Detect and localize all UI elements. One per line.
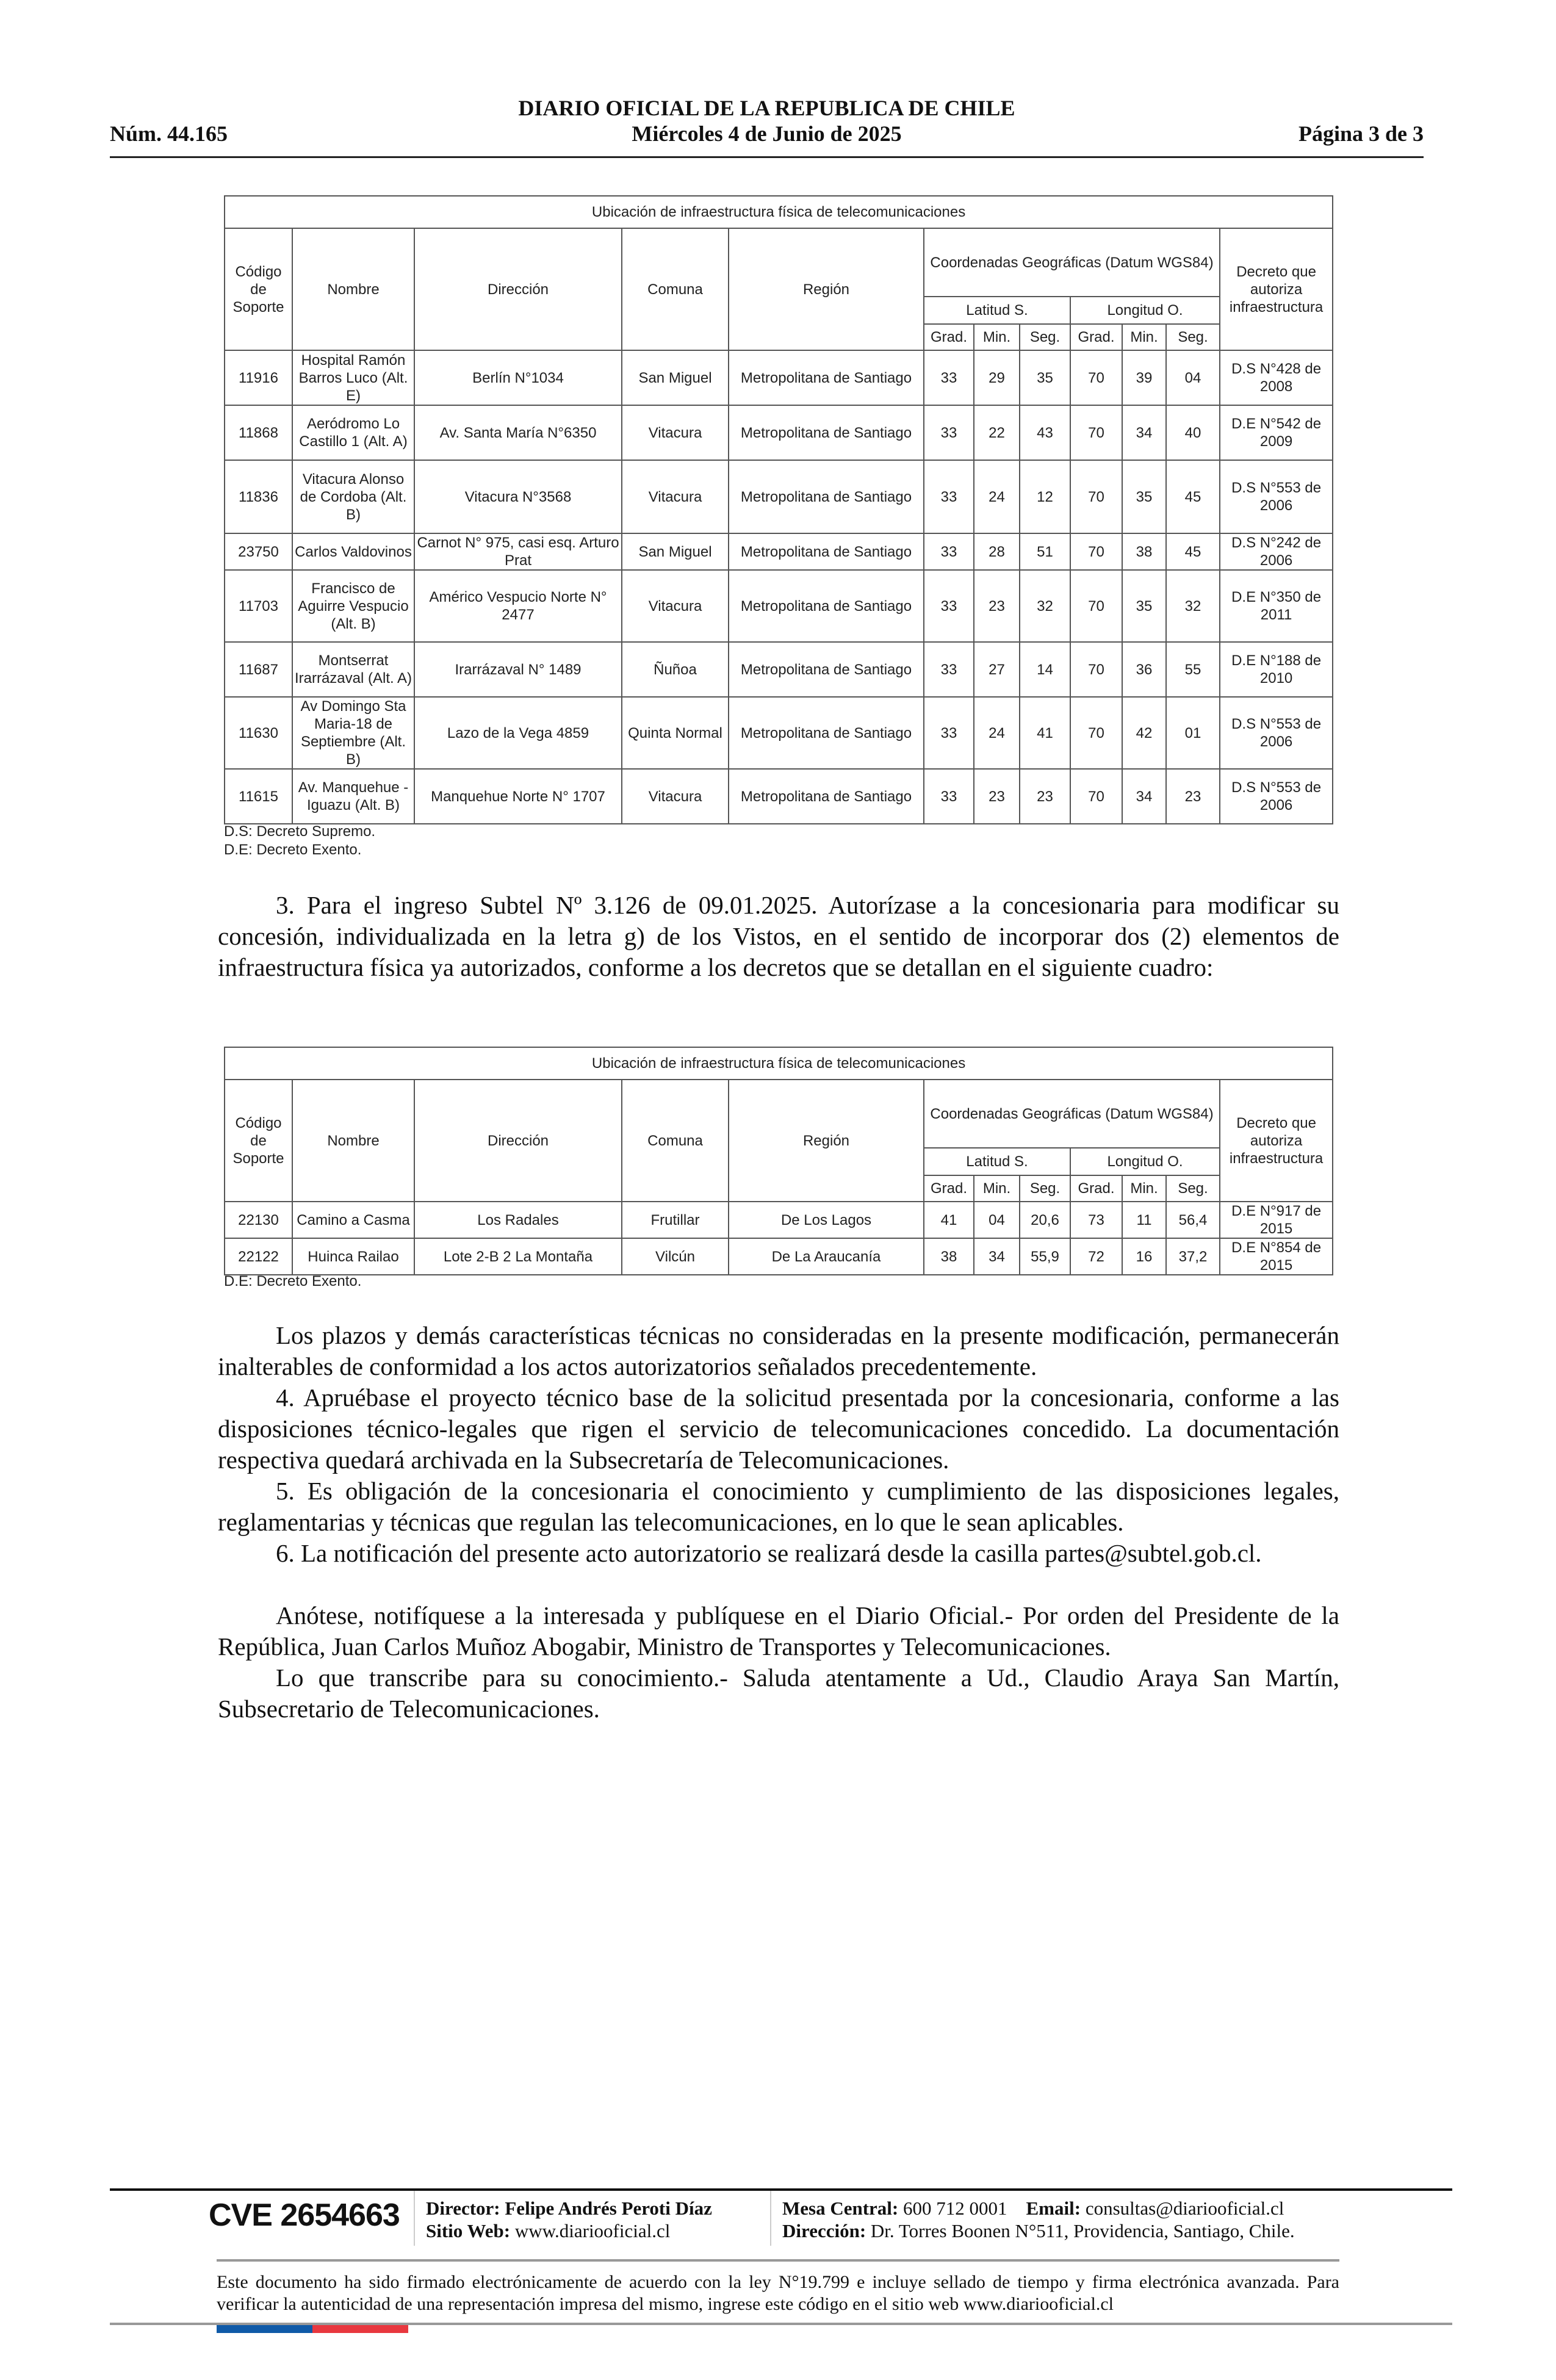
table-cell: 33 xyxy=(924,350,974,405)
table-cell: D.S N°553 de 2006 xyxy=(1220,460,1333,533)
table-cell: 45 xyxy=(1166,533,1220,570)
table-cell: 45 xyxy=(1166,460,1220,533)
email-label: Email: xyxy=(1026,2198,1081,2219)
table-cell: D.S N°553 de 2006 xyxy=(1220,769,1333,824)
table-cell: 11 xyxy=(1122,1202,1166,1238)
director-label: Director: xyxy=(426,2198,500,2219)
paragraph-text: 3. Para el ingreso Subtel Nº 3.126 de 09.01.2025. Autorízase a la concesionaria para modificar su concesión, individualizada en la letra g) de los Vistos, en el sentido de incorporar dos (2) elementos de infraestructura física ya autorizados, conforme a los decretos que se detallan en el siguiente cuadro: xyxy=(218,891,1339,981)
table-cell: 11615 xyxy=(225,769,292,824)
table-cell: 70 xyxy=(1070,533,1122,570)
email-link[interactable]: consultas@diariooficial.cl xyxy=(1085,2198,1284,2219)
table-cell: Los Radales xyxy=(414,1202,622,1238)
table-cell: 20,6 xyxy=(1020,1202,1070,1238)
table-cell: Vilcún xyxy=(622,1238,729,1275)
table-cell: 28 xyxy=(974,533,1020,570)
table-cell: 70 xyxy=(1070,350,1122,405)
table-row xyxy=(225,570,1333,642)
table-cell: 12 xyxy=(1020,460,1070,533)
footer-separator xyxy=(770,2191,771,2246)
header-coordenadas: Coordenadas Geográficas (Datum WGS84) xyxy=(924,1080,1220,1148)
page-number: Página 3 de 3 xyxy=(1298,121,1424,146)
table-cell: 35 xyxy=(1122,460,1166,533)
table-cell: 70 xyxy=(1070,405,1122,460)
footer-divider-gray xyxy=(217,2259,1339,2262)
mesa-label: Mesa Central: xyxy=(782,2198,899,2219)
table-cell: 38 xyxy=(1122,533,1166,570)
table-cell: 34 xyxy=(974,1238,1020,1275)
table-cell: Américo Vespucio Norte N° 2477 xyxy=(414,570,622,642)
header-seg: Seg. xyxy=(1166,1175,1220,1202)
address: Dr. Torres Boonen N°511, Providencia, Santiago, Chile. xyxy=(870,2220,1295,2241)
table-cell: 11630 xyxy=(225,697,292,769)
table-cell: 24 xyxy=(974,460,1020,533)
table-cell: 41 xyxy=(1020,697,1070,769)
table-cell: D.S N°242 de 2006 xyxy=(1220,533,1333,570)
table-cell: 23 xyxy=(974,570,1020,642)
paragraph-6: 6. La notificación del presente acto autorizatorio se realizará desde la casilla partes@subtel.gob.cl. xyxy=(276,1539,1262,1567)
table-cell: Irarrázaval N° 1489 xyxy=(414,642,622,697)
table-cell: 04 xyxy=(1166,350,1220,405)
web-link[interactable]: www.diariooficial.cl xyxy=(514,2220,671,2241)
table-cell: Vitacura xyxy=(622,405,729,460)
header-region: Región xyxy=(729,1080,924,1202)
paragraph-5: 5. Es obligación de la concesionaria el conocimiento y cumplimiento de las disposiciones legales, reglamentarias y técnicas que regulan las telecomunicaciones, en lo que le sean aplicables. xyxy=(218,1477,1339,1536)
table-cell: 35 xyxy=(1122,570,1166,642)
table-cell: Av. Santa María N°6350 xyxy=(414,405,622,460)
table-row xyxy=(225,405,1333,460)
header-seg: Seg. xyxy=(1020,324,1070,350)
table-cell: 33 xyxy=(924,697,974,769)
table-title-row xyxy=(225,1047,1333,1080)
table-cell: 42 xyxy=(1122,697,1166,769)
table-cell: D.E N°188 de 2010 xyxy=(1220,642,1333,697)
header-seg: Seg. xyxy=(1020,1175,1070,1202)
header-latitud: Latitud S. xyxy=(924,297,1070,324)
table-cell: Vitacura Alonso de Cordoba (Alt. B) xyxy=(292,460,414,533)
signature-notice: Este documento ha sido firmado electrónicamente de acuerdo con la ley N°19.799 e incluye sellado de tiempo y firma electrónica avanzada. Para verificar la autenticidad de una representación impresa del mismo, ingrese este código en el sitio web www.diariooficial.cl xyxy=(217,2272,1339,2314)
table-row xyxy=(225,769,1333,824)
header-codigo: Código de Soporte xyxy=(225,1080,292,1202)
table-cell: Metropolitana de Santiago xyxy=(729,405,924,460)
header-direccion: Dirección xyxy=(414,1080,622,1202)
paragraph-3 xyxy=(218,890,1339,983)
table-cell: 27 xyxy=(974,642,1020,697)
header-grad: Grad. xyxy=(1070,324,1122,350)
table-cell: Metropolitana de Santiago xyxy=(729,533,924,570)
header-latitud: Latitud S. xyxy=(924,1148,1070,1175)
header-grad: Grad. xyxy=(924,1175,974,1202)
table-cell: Huinca Railao xyxy=(292,1238,414,1275)
table-cell: Av. Manquehue - Iguazu (Alt. B) xyxy=(292,769,414,824)
table-row xyxy=(225,533,1333,570)
table-cell: Vitacura xyxy=(622,769,729,824)
table-cell: 14 xyxy=(1020,642,1070,697)
table-cell: Hospital Ramón Barros Luco (Alt. E) xyxy=(292,350,414,405)
table-cell: 23 xyxy=(974,769,1020,824)
table-cell: De Los Lagos xyxy=(729,1202,924,1238)
table-cell: Lote 2-B 2 La Montaña xyxy=(414,1238,622,1275)
table-cell: Carlos Valdovinos xyxy=(292,533,414,570)
body-paragraphs xyxy=(218,1320,1339,1725)
footer-contact-block xyxy=(782,2197,1295,2242)
table-cell: 23 xyxy=(1166,769,1220,824)
flag-stripe-red xyxy=(312,2325,408,2333)
newspaper-title: DIARIO OFICIAL DE LA REPUBLICA DE CHILE xyxy=(518,96,1015,120)
table-cell: 33 xyxy=(924,533,974,570)
table2-footnotes xyxy=(224,1272,361,1291)
table-cell: 32 xyxy=(1020,570,1070,642)
table-cell: Ñuñoa xyxy=(622,642,729,697)
table-cell: 38 xyxy=(924,1238,974,1275)
table-cell: D.E N°350 de 2011 xyxy=(1220,570,1333,642)
table-cell: D.S N°553 de 2006 xyxy=(1220,697,1333,769)
table-cell: Av Domingo Sta Maria-18 de Septiembre (Alt. B) xyxy=(292,697,414,769)
table-cell: 23 xyxy=(1020,769,1070,824)
header-grad: Grad. xyxy=(1070,1175,1122,1202)
table-cell: Metropolitana de Santiago xyxy=(729,697,924,769)
table-cell: Vitacura xyxy=(622,460,729,533)
table-row xyxy=(225,697,1333,769)
table-cell: D.S N°428 de 2008 xyxy=(1220,350,1333,405)
table-cell: 32 xyxy=(1166,570,1220,642)
table-cell: Metropolitana de Santiago xyxy=(729,769,924,824)
table-cell: 40 xyxy=(1166,405,1220,460)
table-title: Ubicación de infraestructura física de telecomunicaciones xyxy=(225,196,1333,228)
table-title-row xyxy=(225,196,1333,228)
table-cell: D.E N°854 de 2015 xyxy=(1220,1238,1333,1275)
table-cell: 33 xyxy=(924,405,974,460)
table-header-row xyxy=(225,228,1333,297)
table-cell: Aeródromo Lo Castillo 1 (Alt. A) xyxy=(292,405,414,460)
table-cell: Vitacura xyxy=(622,570,729,642)
table-cell: Vitacura N°3568 xyxy=(414,460,622,533)
table-cell: 24 xyxy=(974,697,1020,769)
table-cell: 23750 xyxy=(225,533,292,570)
table-cell: 29 xyxy=(974,350,1020,405)
header-min: Min. xyxy=(1122,324,1166,350)
director-name: Felipe Andrés Peroti Díaz xyxy=(505,2198,712,2219)
table-cell: Manquehue Norte N° 1707 xyxy=(414,769,622,824)
footnote: D.S: Decreto Supremo. xyxy=(224,823,376,840)
header-coordenadas: Coordenadas Geográficas (Datum WGS84) xyxy=(924,228,1220,297)
table-row xyxy=(225,460,1333,533)
header-longitud: Longitud O. xyxy=(1070,297,1220,324)
table-cell: 01 xyxy=(1166,697,1220,769)
table-row xyxy=(225,642,1333,697)
header-direccion: Dirección xyxy=(414,228,622,350)
table-cell: 72 xyxy=(1070,1238,1122,1275)
table-cell: 11916 xyxy=(225,350,292,405)
paragraph-transcribe: Lo que transcribe para su conocimiento.- Saluda atentamente a Ud., Claudio Araya San Martín, Subsecretario de Telecomunicaciones. xyxy=(218,1664,1339,1723)
header-region: Región xyxy=(729,228,924,350)
table-cell: 70 xyxy=(1070,460,1122,533)
table-cell: Quinta Normal xyxy=(622,697,729,769)
table-cell: D.E N°542 de 2009 xyxy=(1220,405,1333,460)
table-cell: Frutillar xyxy=(622,1202,729,1238)
table-cell: 41 xyxy=(924,1202,974,1238)
table-cell: 43 xyxy=(1020,405,1070,460)
header-nombre: Nombre xyxy=(292,1080,414,1202)
table-cell: Francisco de Aguirre Vespucio (Alt. B) xyxy=(292,570,414,642)
table-header-row xyxy=(225,1080,1333,1148)
table-cell: 39 xyxy=(1122,350,1166,405)
table-cell: Berlín N°1034 xyxy=(414,350,622,405)
header-min: Min. xyxy=(974,1175,1020,1202)
table-cell: 70 xyxy=(1070,642,1122,697)
table-cell: Metropolitana de Santiago xyxy=(729,570,924,642)
header-longitud: Longitud O. xyxy=(1070,1148,1220,1175)
table-cell: 33 xyxy=(924,570,974,642)
header-seg: Seg. xyxy=(1166,324,1220,350)
table-cell: 56,4 xyxy=(1166,1202,1220,1238)
header-comuna: Comuna xyxy=(622,228,729,350)
table-cell: San Miguel xyxy=(622,533,729,570)
table-cell: 35 xyxy=(1020,350,1070,405)
header-codigo: Código de Soporte xyxy=(225,228,292,350)
table-cell: 11868 xyxy=(225,405,292,460)
table-cell: 04 xyxy=(974,1202,1020,1238)
table-cell: Metropolitana de Santiago xyxy=(729,460,924,533)
table-title: Ubicación de infraestructura física de telecomunicaciones xyxy=(225,1047,1333,1080)
issue-date: Miércoles 4 de Junio de 2025 xyxy=(632,121,902,146)
table-cell: 34 xyxy=(1122,405,1166,460)
table-cell: De La Araucanía xyxy=(729,1238,924,1275)
infrastructure-table-2 xyxy=(224,1047,1333,1275)
header-decreto: Decreto que autoriza infraestructura xyxy=(1220,1080,1333,1202)
table1-footnotes xyxy=(224,823,375,859)
table-cell: Lazo de la Vega 4859 xyxy=(414,697,622,769)
table-cell: Montserrat Irarrázaval (Alt. A) xyxy=(292,642,414,697)
table-row xyxy=(225,350,1333,405)
footnote: D.E: Decreto Exento. xyxy=(224,842,362,858)
table-cell: 70 xyxy=(1070,570,1122,642)
table-cell: Metropolitana de Santiago xyxy=(729,642,924,697)
table-cell: 11687 xyxy=(225,642,292,697)
footer-director-block xyxy=(426,2197,712,2242)
header-divider xyxy=(110,156,1424,158)
footer-separator xyxy=(414,2191,415,2246)
table-cell: Camino a Casma xyxy=(292,1202,414,1238)
footnote: D.E: Decreto Exento. xyxy=(224,1273,362,1289)
table-cell: 33 xyxy=(924,642,974,697)
flag-stripe-blue xyxy=(217,2325,312,2333)
table-cell: 37,2 xyxy=(1166,1238,1220,1275)
table-cell: 70 xyxy=(1070,697,1122,769)
table-cell: 36 xyxy=(1122,642,1166,697)
table-row xyxy=(225,1238,1333,1275)
table-cell: 73 xyxy=(1070,1202,1122,1238)
table-cell: 11836 xyxy=(225,460,292,533)
table-cell: 16 xyxy=(1122,1238,1166,1275)
table-cell: 22 xyxy=(974,405,1020,460)
table-cell: 34 xyxy=(1122,769,1166,824)
footer-divider xyxy=(110,2188,1452,2191)
paragraph-4: 4. Apruébase el proyecto técnico base de la solicitud presentada por la concesionaria, conforme a las disposiciones técnico-legales que rigen el servicio de telecomunicaciones concedido. La documentación respectiva quedará archivada en la Subsecretaría de Telecomunicaciones. xyxy=(218,1383,1339,1474)
header-grad: Grad. xyxy=(924,324,974,350)
header-nombre: Nombre xyxy=(292,228,414,350)
paragraph-plazos: Los plazos y demás características técnicas no consideradas en la presente modificación, permanecerán inalterables de conformidad a los actos autorizatorios señalados precedentemente. xyxy=(218,1321,1339,1380)
table-cell: Metropolitana de Santiago xyxy=(729,350,924,405)
table-cell: 22122 xyxy=(225,1238,292,1275)
table-cell: 22130 xyxy=(225,1202,292,1238)
header-decreto: Decreto que autoriza infraestructura xyxy=(1220,228,1333,350)
table-cell: 33 xyxy=(924,460,974,533)
mesa-phone: 600 712 0001 xyxy=(903,2198,1007,2219)
table-cell: D.E N°917 de 2015 xyxy=(1220,1202,1333,1238)
table-cell: Carnot N° 975, casi esq. Arturo Prat xyxy=(414,533,622,570)
table-row xyxy=(225,1202,1333,1238)
table-cell: 55,9 xyxy=(1020,1238,1070,1275)
infrastructure-table-1 xyxy=(224,195,1333,824)
address-label: Dirección: xyxy=(782,2220,866,2241)
table-cell: 70 xyxy=(1070,769,1122,824)
table-cell: 11703 xyxy=(225,570,292,642)
issue-number: Núm. 44.165 xyxy=(110,121,228,146)
table-cell: 55 xyxy=(1166,642,1220,697)
header-min: Min. xyxy=(974,324,1020,350)
header-comuna: Comuna xyxy=(622,1080,729,1202)
table-cell: San Miguel xyxy=(622,350,729,405)
header-min: Min. xyxy=(1122,1175,1166,1202)
paragraph-anotese: Anótese, notifíquese a la interesada y publíquese en el Diario Oficial.- Por orden del Presidente de la República, Juan Carlos Muñoz Abogabir, Ministro de Transportes y Telecomunicaciones. xyxy=(218,1601,1339,1661)
web-label: Sitio Web: xyxy=(426,2220,511,2241)
cve-code: CVE 2654663 xyxy=(209,2198,400,2233)
table-cell: 51 xyxy=(1020,533,1070,570)
table-cell: 33 xyxy=(924,769,974,824)
